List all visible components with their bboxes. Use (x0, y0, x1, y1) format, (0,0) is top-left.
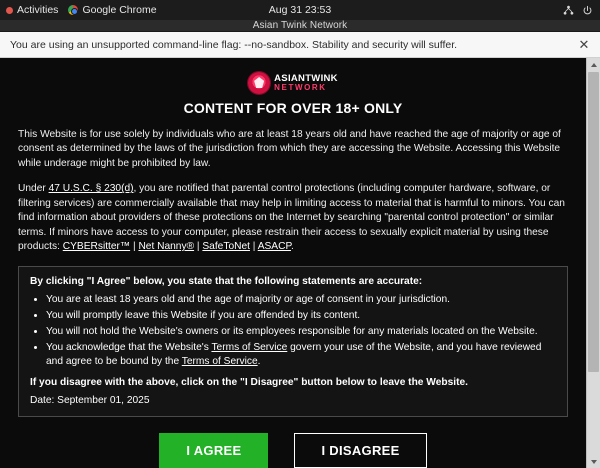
shield-logo-icon (248, 72, 270, 94)
chrome-icon (68, 5, 78, 15)
agreement-box (18, 266, 568, 417)
power-icon (582, 5, 593, 16)
clock-label: Aug 31 23:53 (268, 4, 332, 16)
scroll-down-button[interactable] (587, 455, 600, 468)
paragraph-age-requirement: This Website is for use solely by individuals who are at least 18 years old and have reached the age of majority or age of consent as determined by the laws of the jurisdiction from which they are accessing the Website. Accessing this Website while underage might be prohibited by law. (18, 129, 561, 169)
page-viewport (0, 58, 600, 468)
app-menu-label: Google Chrome (82, 4, 157, 16)
browser-window (0, 20, 600, 459)
activities-label: Activities (17, 4, 59, 16)
sep-1: | (130, 241, 139, 253)
para2-pre: Under (18, 183, 49, 195)
scrollbar-thumb[interactable] (588, 72, 599, 372)
top-bar-left (0, 4, 157, 16)
scroll-up-button[interactable] (587, 58, 600, 71)
agree-button[interactable]: I AGREE (159, 433, 268, 468)
app-menu-chrome[interactable] (68, 4, 156, 16)
terms-of-service-link-1[interactable]: Terms of Service (211, 342, 288, 354)
gnome-top-bar (0, 0, 600, 20)
terms-of-service-link-2[interactable]: Terms of Service (181, 356, 258, 368)
usc-230d-link[interactable]: 47 U.S.C. § 230(d) (48, 183, 134, 195)
list-item: • You are at least 18 years old and the age of majority or age of consent in your jurisdiction. (46, 293, 556, 307)
asacp-link[interactable]: ASACP (257, 241, 291, 253)
sep-3: | (249, 241, 258, 253)
age-verification-page (0, 58, 586, 468)
page-title: CONTENT FOR OVER 18+ ONLY (183, 100, 403, 116)
bullet4-mid: govern your use of the Website, and you have reviewed and agree to be bound by the (46, 342, 542, 368)
action-buttons (18, 433, 568, 468)
bullet4-end: . (257, 356, 261, 368)
list-item: • You will not hold the Website's owners or its employees responsible for any materials located on the Website. (46, 325, 556, 339)
logo-line-1: ASIANTWINK (274, 73, 338, 85)
window-titlebar (0, 20, 600, 32)
top-bar-right[interactable] (563, 5, 600, 16)
cybersitter-link[interactable]: CYBERsitter™ (62, 241, 131, 253)
disagree-button[interactable]: I DISAGREE (294, 433, 426, 468)
window-title: Asian Twink Network (252, 20, 348, 31)
network-icon (563, 5, 574, 16)
agreement-list (30, 293, 556, 369)
safetonet-link[interactable]: SafeToNet (202, 241, 250, 253)
activities-button[interactable] (6, 4, 58, 16)
bullet4-pre: You acknowledge that the Website's (46, 342, 212, 354)
para2-end: . (290, 241, 294, 253)
list-item: • You will promptly leave this Website if you are offended by its content. (46, 309, 556, 323)
chevron-up-icon (591, 63, 597, 67)
close-icon[interactable]: ✕ (578, 37, 590, 52)
list-item-terms (46, 341, 556, 369)
netnanny-link[interactable]: Net Nanny® (138, 241, 195, 253)
sep-2: | (194, 241, 203, 253)
para2-mid: , you are notified that parental control protections (including computer hardware, software, or filtering services) are commercially available that may help in limiting access to material that is harmful to minors. You can find information about providers of these protections on the Internet by searching "parental control protection" or similar terms. If minors have access to your computer, please restrain their access to sexually explicit material by using these products: (18, 183, 565, 253)
paragraph-parental-controls (18, 182, 568, 254)
chevron-down-icon (591, 460, 597, 464)
logo-line-2: NETWORK (274, 82, 327, 92)
disagree-instruction: If you disagree with the above, click on the "I Disagree" button below to leave the Website. (30, 377, 469, 389)
site-logo (18, 72, 568, 94)
record-dot-icon (6, 7, 13, 14)
agreement-lead: By clicking "I Agree" below, you state that the following statements are accurate: (30, 275, 423, 287)
unsupported-flag-infobar (0, 32, 600, 58)
page-scrollbar[interactable] (586, 58, 600, 468)
current-date: Date: September 01, 2025 (30, 395, 150, 407)
infobar-message: You are using an unsupported command-line flag: --no-sandbox. Stability and security will suffer. (10, 38, 458, 51)
